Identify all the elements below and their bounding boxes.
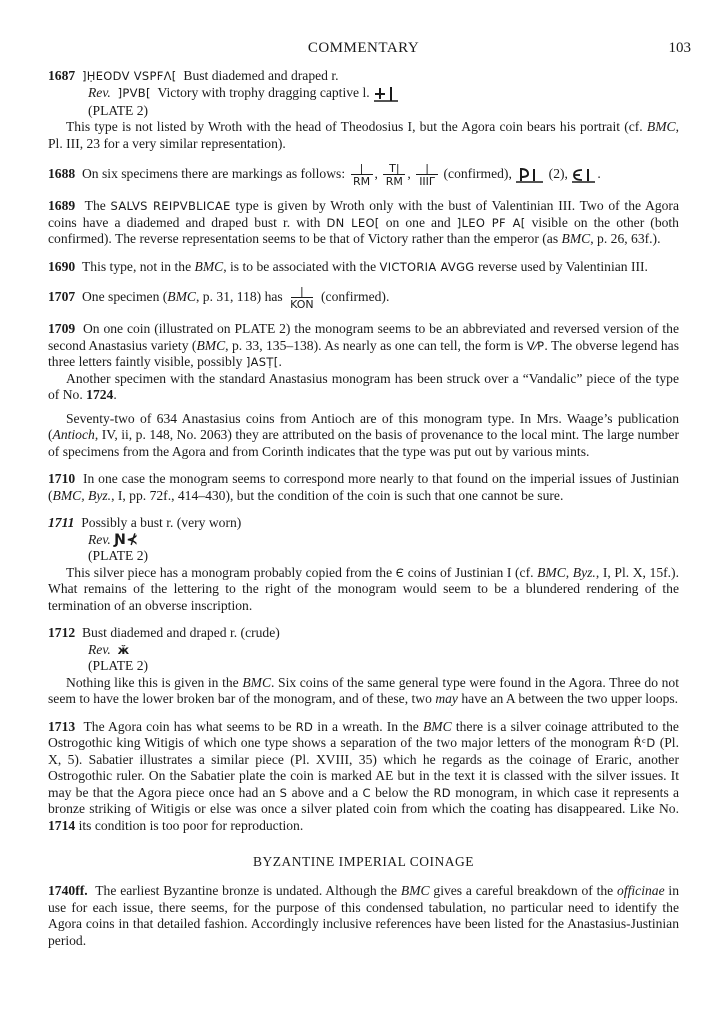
legend-salvs: SALVS REIPVBLICAE	[110, 199, 231, 213]
commentary-text: .	[278, 354, 282, 369]
reverse-label: Rev.	[88, 84, 111, 100]
running-title: COMMENTARY	[307, 40, 420, 56]
monogram-form: V⁄P	[526, 338, 545, 353]
commentary-text: type is given by Wroth only with the bust of Valentinian III. Two of the Agora coins have a diademed and draped bust r. with	[48, 198, 679, 230]
commentary-text: , p. 31, 118) has	[196, 289, 283, 305]
commentary-text: (confirmed).	[321, 289, 390, 305]
entry-1710	[48, 471, 679, 504]
epsilon-mark-icon	[571, 166, 597, 184]
commentary-text: (Pl. X, 5). Sabatier illustrates a similar piece (Pl. XVIII, 35) which he regards as the coinage of Eraric, another Ostrogothic ruler. On the Sabatier plate the coin is marked AE but in the text it is classed with the silver issues. It may be that the Agora piece once had an	[48, 735, 679, 800]
entry-1713	[48, 719, 679, 835]
commentary-text: This silver piece has a monogram probably copied from the	[66, 564, 393, 580]
entry-1687	[48, 68, 679, 152]
commentary-text: , Pl. III, 23 for a very similar representation).	[48, 119, 679, 151]
commentary-text: coins of Justinian I (cf.	[407, 564, 534, 580]
commentary-text: have an A between the two upper loops.	[461, 691, 679, 706]
commentary-text: On six specimens there are markings as follows:	[81, 166, 346, 182]
entry-number: 1707	[48, 289, 76, 305]
entry-number: 1689	[48, 198, 76, 213]
commentary-text: on one and	[385, 214, 451, 230]
commentary-text: , I, pp. 72f., 414–430), but the condition of the coin is such that one cannot be sure.	[111, 487, 564, 503]
letter-s: S	[279, 785, 288, 800]
entry-number: 1712	[48, 625, 76, 640]
commentary-text: . Six coins of the same general type were found in the Agora. Three do not seem to have the lower broken bar of the monogram, and of these, two	[48, 674, 679, 706]
commentary-text: One specimen (	[81, 289, 168, 305]
mint-mark-iiir: $\frac{|}{\text{IIIΓ}}$	[416, 163, 438, 187]
entry-1689	[48, 198, 679, 248]
commentary-text: The Agora coin has what seems to be	[83, 718, 292, 734]
obverse-description: Bust diademed and draped r. (crude)	[81, 625, 280, 640]
commentary-text: visible on the other (both confirmed). The reverse representation seems to be that of Victory rather than the emperor (as	[48, 214, 679, 246]
monogram-glyph: ӂ	[117, 642, 130, 657]
entry-1707	[48, 286, 679, 310]
cross-reference: 1724	[86, 387, 114, 402]
reverse-description: Victory with trophy dragging captive l.	[157, 84, 370, 100]
commentary-text: In one case the monogram seems to correspond more nearly to that found on the imperial issues of Justinian (	[48, 471, 680, 503]
commentary-text: Seventy-two of 634 Anastasius coins from Antioch are of this monogram type. In Mrs. Waage’s publication (	[48, 410, 679, 442]
commentary-text: below the	[375, 784, 430, 800]
page-number: 103	[668, 40, 691, 56]
entry-1740ff	[48, 883, 679, 949]
commentary-text: Another specimen with the standard Anastasius monogram has been struck over a “Vandalic” piece of the type of No.	[48, 370, 679, 402]
reference-bmc: BMC	[400, 883, 430, 898]
reverse-legend: ]PVB[	[117, 85, 151, 100]
document-page	[48, 40, 691, 949]
entry-1712	[48, 625, 679, 708]
entry-number: 1690	[48, 258, 76, 274]
commentary-text: Nothing like this is given in the	[66, 674, 239, 690]
commentary-text: , IV, ii, p. 148, No. 2063) they are attributed on the basis of provenance to the local mint. The large number of specimens from the Agora and from Corinth indicates that the type was put out by various mints.	[48, 427, 679, 459]
period: .	[597, 166, 601, 182]
entry-number: 1710	[48, 471, 76, 486]
reference-bmc: BMC	[423, 718, 452, 734]
legend-ast: ]ASṬ[	[245, 355, 279, 369]
reference-bmc: BMC, Byz.	[537, 564, 596, 580]
commentary-text: monogram, in which case it represents a bronze striking of Witigis or else was once a silver plated coin from which the coating has disappeared. Like No.	[48, 784, 680, 816]
commentary-text: gives a careful breakdown of the	[433, 883, 614, 898]
commentary-text: in use for each issue, there seems, for the purpose of this condensed tabulation, no particular need to identify the Agora coins in that detailed fashion. Accordingly inclusive references have been listed for the Anastasius-Justinian period.	[48, 883, 679, 948]
reverse-label: Rev.	[88, 641, 111, 657]
plate-reference: (PLATE 2)	[88, 658, 149, 673]
section-heading: BYZANTINE IMPERIAL COINAGE	[253, 854, 474, 869]
commentary-text: This type is not listed by Wroth with the head of Theodosius I, but the Agora coin bears his portrait (cf.	[66, 119, 643, 134]
monogram-glyph: Ɲ⊀	[114, 531, 139, 548]
reference-bmc: BMC	[196, 337, 226, 353]
commentary-text: , I, Pl. X, 15f.). What remains of the lettering to the right of the monogram would seem to be a blundered rendering of the termination of an obverse inscription.	[48, 564, 679, 613]
commentary-text: , is to be associated with the	[223, 258, 377, 274]
entry-1688: 1688 On six specimens there are markings as follows: $\frac{|}{RM}$ , $\frac{T|}{RM}$ , $\frac{|}{\text{IIIΓ}}$ (confirmed), (2), .	[48, 162, 601, 188]
commentary-text: , p. 26, 63f.).	[590, 231, 661, 246]
cross-mark-icon	[373, 85, 399, 103]
commentary-text: above and a	[291, 784, 359, 800]
legend-leo-pf: ]LEO PF A[	[456, 215, 526, 230]
letter-c: C	[362, 785, 371, 800]
commentary-text: . The obverse legend has three letters faintly visible, possibly	[48, 337, 680, 369]
confirmed-note: (confirmed),	[443, 166, 512, 182]
commentary-text: there is a silver coinage attributed to the Ostrogothic king Witigis of which one type shows a separation of the two major letters of the monogram	[48, 718, 679, 750]
count-note: (2),	[548, 166, 568, 182]
obverse-description: Possibly a bust r. (very worn)	[81, 515, 242, 530]
entry-number: 1711	[48, 515, 75, 530]
page-header	[48, 40, 691, 62]
legend-victoria: VICTORIA AVGG	[379, 259, 475, 274]
commentary-text: reverse used by Valentinian III.	[477, 258, 648, 274]
commentary-text: in a wreath. In the	[317, 718, 419, 734]
reverse-label: Rev.	[88, 531, 111, 547]
emphasis-officinae: officinae	[617, 883, 665, 898]
commentary-text: The earliest Byzantine bronze is undated. Although the	[95, 883, 398, 898]
monogram-mark-icon	[515, 166, 545, 184]
entry-number: 1740ff.	[48, 883, 88, 898]
reference-antioch: Antioch	[52, 427, 95, 442]
entry-number: 1688	[48, 166, 76, 182]
reference-bmc: BMC, Byz.	[52, 487, 112, 503]
entry-1711	[48, 515, 679, 614]
obverse-legend: ]ḤEODV VSPFΛ[	[81, 69, 177, 83]
reference-bmc: BMC	[561, 231, 591, 246]
reference-bmc: BMC	[167, 289, 196, 305]
commentary-text: its condition is too poor for reproduction.	[78, 817, 304, 833]
legend-dn-leo: DN LEO[	[326, 215, 380, 230]
epsilon-letter: Є	[395, 565, 405, 580]
entry-number: 1687	[48, 68, 76, 83]
monogram-rd: RD	[433, 785, 451, 800]
entry-number: 1713	[48, 718, 76, 734]
commentary-text: The	[84, 198, 106, 213]
mint-mark-rm-t: $\frac{T|}{RM}$	[383, 163, 405, 187]
emphasis-may: may	[435, 691, 458, 706]
commentary-text: .	[113, 387, 117, 402]
reference-bmc: BMC	[194, 258, 224, 274]
reference-bmc: BMC	[646, 119, 676, 134]
entry-1690	[48, 259, 679, 276]
plate-reference: (PLATE 2)	[88, 548, 149, 563]
obverse-description: Bust diademed and draped r.	[183, 68, 339, 83]
mint-mark-kon: $\frac{|}{\text{KON}}$	[290, 285, 314, 311]
commentary-text: On one coin (illustrated on PLATE 2) the monogram seems to be an abbreviated and reversed version of the second Anastasius variety (	[48, 321, 679, 353]
mint-mark-rm: $\frac{|}{RM}$	[351, 163, 373, 187]
monogram-glyph: ṘᶜD	[633, 736, 656, 750]
cross-reference: 1714	[48, 817, 76, 833]
entry-1709	[48, 321, 679, 460]
entry-number: 1709	[48, 321, 76, 336]
reference-bmc: BMC	[242, 674, 272, 690]
monogram-rd: RD	[295, 719, 314, 734]
plate-reference: (PLATE 2)	[88, 102, 149, 118]
commentary-text: This type, not in the	[81, 258, 192, 274]
commentary-text: , p. 33, 135–138). As nearly as one can tell, the form is	[225, 337, 524, 353]
